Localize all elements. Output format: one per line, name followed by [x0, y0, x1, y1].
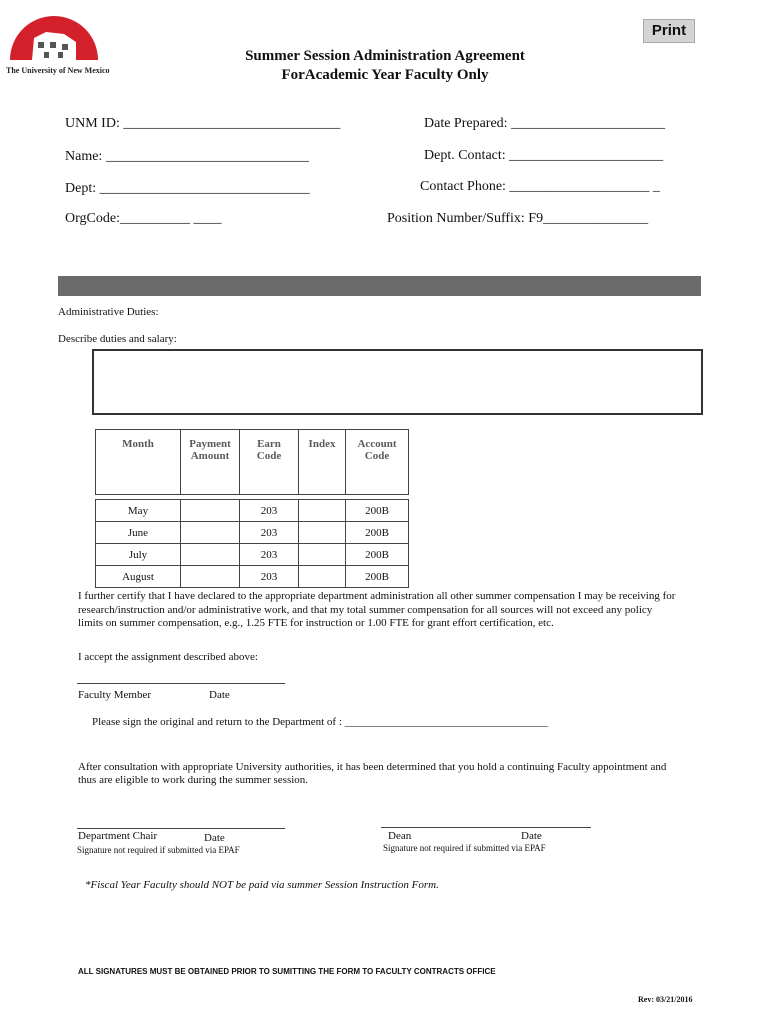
cell-payment[interactable] [181, 522, 240, 544]
table-row [96, 566, 409, 588]
logo-text: The University of New Mexico [6, 66, 110, 75]
signatures-required-note: ALL SIGNATURES MUST BE OBTAINED PRIOR TO SUMITTING THE FORM TO FACULTY CONTRACTS OFFICE [78, 967, 496, 976]
describe-duties-label: Describe duties and salary: [58, 333, 177, 345]
certify-line-2: research/instruction and/or administrative work, and that my total summer compensation for all sources will not exceed any policy [78, 604, 653, 616]
header-payment-amount: Payment Amount [181, 430, 240, 495]
section-divider [58, 276, 701, 296]
form-subtitle: ForAcademic Year Faculty Only [281, 67, 489, 83]
cell-payment[interactable] [181, 544, 240, 566]
cell-index[interactable] [299, 500, 346, 522]
cell-account: 200B [346, 566, 409, 588]
cell-payment[interactable] [181, 566, 240, 588]
dept-field[interactable]: Dept: ______________________________ [65, 181, 310, 196]
cell-month: July [96, 544, 181, 566]
print-button[interactable]: Print [643, 19, 695, 43]
faculty-signature-line[interactable] [77, 683, 285, 684]
certify-line-1: I further certify that I have declared to the appropriate department administration all other summer compensation I may be receiving for [78, 590, 676, 602]
dean-label: Dean [388, 830, 412, 842]
cell-month: June [96, 522, 181, 544]
table-row [96, 522, 409, 544]
unm-id-field[interactable]: UNM ID: _______________________________ [65, 116, 341, 131]
chair-signature-note: Signature not required if submitted via EPAF [77, 845, 240, 855]
position-number-field[interactable]: Position Number/Suffix: F9_______________ [387, 211, 649, 226]
chair-date-label: Date [204, 832, 225, 844]
dean-signature-note: Signature not required if submitted via EPAF [383, 843, 546, 853]
fiscal-year-note: *Fiscal Year Faculty should NOT be paid via summer Session Instruction Form. [85, 879, 439, 891]
cell-earn: 203 [240, 500, 299, 522]
department-chair-label: Department Chair [78, 830, 158, 842]
cell-index[interactable] [299, 566, 346, 588]
dean-signature-line[interactable] [381, 827, 591, 828]
org-code-field[interactable]: OrgCode:__________ ____ [65, 211, 222, 226]
header-account-code: Account Code [346, 430, 409, 495]
contact-phone-field[interactable]: Contact Phone: ____________________ _ [420, 179, 660, 194]
dept-contact-field[interactable]: Dept. Contact: ______________________ [424, 148, 664, 163]
cell-account: 200B [346, 544, 409, 566]
header-month: Month [96, 430, 181, 495]
header-earn-code: Earn Code [240, 430, 299, 495]
cell-account: 200B [346, 500, 409, 522]
table-row [96, 500, 409, 522]
payment-table [95, 429, 409, 588]
consult-line-1: After consultation with appropriate University authorities, it has been determined that you hold a continuing Faculty appointment and [78, 761, 667, 773]
cell-earn: 203 [240, 566, 299, 588]
cell-month: August [96, 566, 181, 588]
dean-date-label: Date [521, 830, 542, 842]
date-prepared-field[interactable]: Date Prepared: ______________________ [424, 116, 666, 131]
certify-line-3: limits on summer compensation, e.g., 1.25 FTE for instruction or 1.00 FTE for grant effort certification, etc. [78, 617, 554, 629]
table-header-row [96, 430, 409, 495]
form-title: Summer Session Administration Agreement [245, 48, 525, 64]
faculty-date-label: Date [209, 689, 230, 701]
cell-index[interactable] [299, 544, 346, 566]
revision-date: Rev: 03/21/2016 [638, 995, 693, 1004]
cell-index[interactable] [299, 522, 346, 544]
header-index: Index [299, 430, 346, 495]
admin-duties-label: Administrative Duties: [58, 306, 159, 318]
cell-month: May [96, 500, 181, 522]
duties-textarea[interactable] [92, 349, 703, 415]
consult-line-2: thus are eligible to work during the summer session. [78, 774, 309, 786]
accept-text: I accept the assignment described above: [78, 651, 258, 663]
cell-earn: 203 [240, 544, 299, 566]
cell-earn: 203 [240, 522, 299, 544]
table-row [96, 544, 409, 566]
cell-account: 200B [346, 522, 409, 544]
faculty-member-label: Faculty Member [78, 689, 152, 701]
cell-payment[interactable] [181, 500, 240, 522]
name-field[interactable]: Name: _____________________________ [65, 149, 309, 164]
return-instructions: Please sign the original and return to the Department of : _____________________________________ [92, 716, 549, 728]
